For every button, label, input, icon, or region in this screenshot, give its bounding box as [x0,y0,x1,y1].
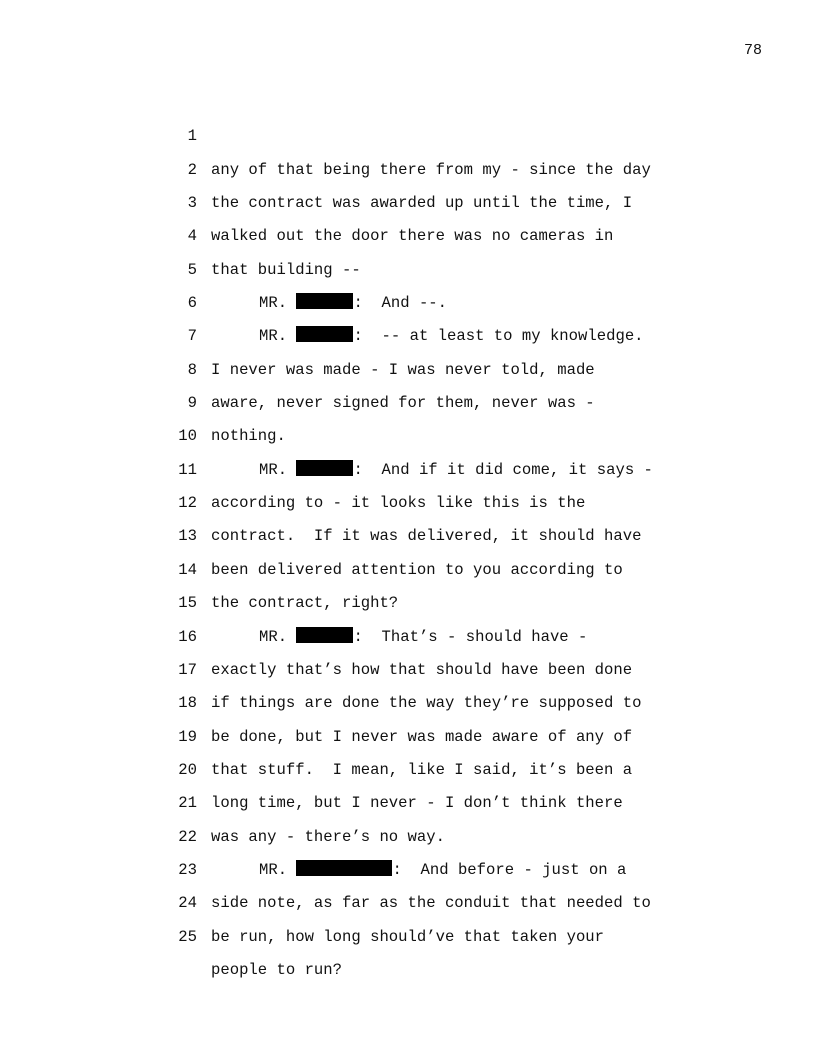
speaker-title: MR. [259,294,288,313]
line-number: 17 [178,660,197,679]
line-number: 7 [187,327,197,346]
line-text: exactly that’s how that should have been done [211,660,633,679]
line-text: that building -- [211,260,361,279]
speaker-text: : And if it did come, it says - [353,460,653,479]
line-number: 21 [178,794,197,813]
line-text: that stuff. I mean, like I said, it’s been a [211,760,633,779]
line-text: the contract was awarded up until the time, I [211,194,633,213]
line-number: 25 [178,927,197,946]
line-text: people to run? [211,960,343,979]
line-text: nothing. [211,427,286,446]
line-number: 23 [178,860,197,879]
speaker-title: MR. [259,860,288,879]
line-number: 10 [178,427,197,446]
line-number: 1 [187,127,197,146]
speaker-text: : -- at least to my knowledge. [353,327,644,346]
line-number: 4 [187,227,197,246]
line-number: 3 [187,194,197,213]
speaker-text: : And --. [353,294,448,313]
line-number: 15 [178,594,197,613]
line-text: be run, how long should’ve that taken your [211,927,605,946]
line-text: long time, but I never - I don’t think there [211,794,623,813]
line-number: 22 [178,827,197,846]
line-text: be done, but I never was made aware of any of [211,727,633,746]
line-number: 9 [187,394,197,413]
line-text: been delivered attention to you according to [211,560,623,579]
line-text: the contract, right? [211,594,399,613]
line-number: 16 [178,627,197,646]
line-number: 6 [187,294,197,313]
line-text: was any - there’s no way. [211,827,445,846]
line-number: 12 [178,494,197,513]
line-number: 13 [178,527,197,546]
line-number: 24 [178,894,197,913]
speaker-text: : That’s - should have - [353,627,588,646]
line-text: aware, never signed for them, never was - [211,394,595,413]
line-text: according to - it looks like this is the [211,494,586,513]
line-number: 19 [178,727,197,746]
line-number: 2 [187,160,197,179]
line-text: if things are done the way they’re supposed to [211,694,642,713]
transcript-body [0,87,816,979]
speaker-title: MR. [259,627,288,646]
line-text: contract. If it was delivered, it should have [211,527,642,546]
line-number: 14 [178,560,197,579]
line-number: 5 [187,260,197,279]
speaker-title: MR. [259,327,288,346]
line-text: side note, as far as the conduit that needed to [211,894,651,913]
speaker-title: MR. [259,460,288,479]
line-number: 8 [187,360,197,379]
line-text: any of that being there from my - since the day [211,160,651,179]
line-number: 20 [178,760,197,779]
speaker-text: : And before - just on a [392,860,627,879]
line-text: walked out the door there was no cameras in [211,227,614,246]
line-number: 18 [178,694,197,713]
transcript-line [0,87,816,179]
page-number: 78 [743,42,762,59]
line-text: I never was made - I was never told, made [211,360,595,379]
line-number: 11 [178,460,197,479]
